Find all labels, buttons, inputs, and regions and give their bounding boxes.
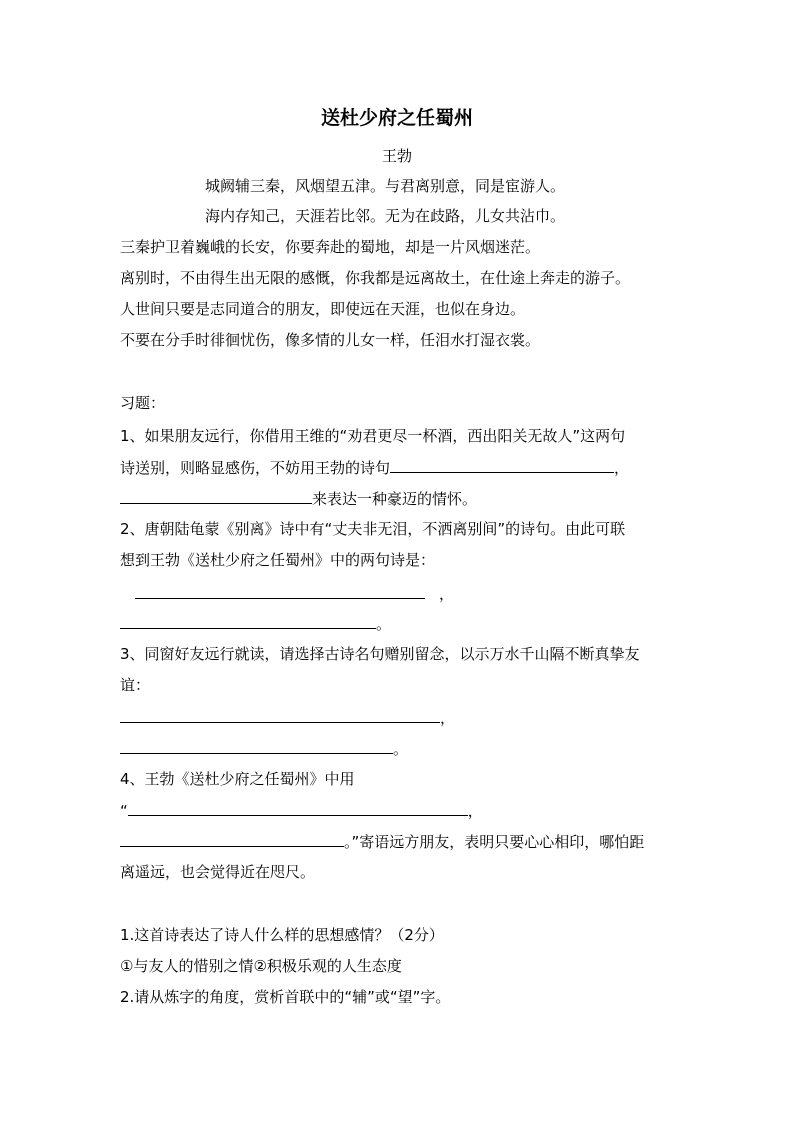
exercise-3-line-4 [120, 738, 408, 759]
poem-line-2: 海内存知己，天涯若比邻。无为在歧路，儿女共沾巾。 [205, 207, 566, 225]
answer-blank[interactable] [128, 800, 468, 816]
answer-1: ①与友人的惜别之情②积极乐观的人生态度 [120, 957, 402, 975]
translation-line-2: 离别时，不由得生出无限的感慨，你我都是远离故土，在仕途上奔走的游子。 [120, 269, 631, 287]
exercise-4-open-quote: “ [120, 802, 128, 820]
translation-line-3: 人世间只要是志同道合的朋友，即使远在天涯，也似在身边。 [120, 300, 526, 318]
exercise-4-line-2 [120, 800, 483, 821]
answer-blank[interactable] [135, 583, 425, 599]
exercise-1-text: 诗送别，则略显感伤，不妨用王勃的诗句 [120, 459, 391, 477]
answer-blank[interactable] [120, 613, 376, 629]
answer-blank[interactable] [120, 738, 393, 754]
exercise-1-line-2 [120, 457, 629, 478]
exercise-4-ending: 。”寄语远方朋友，表明只要心心相印，哪怕距 [344, 833, 645, 851]
exercise-2-line-1: 2、唐朝陆龟蒙《别离》诗中有“丈夫非无泪，不洒离别间”的诗句。由此可联 [120, 520, 626, 538]
exercise-2-line-3 [135, 583, 454, 604]
exercise-3-period: 。 [393, 740, 409, 758]
poem-author: 王勃 [381, 147, 412, 165]
exercise-1-line-3 [120, 488, 477, 509]
exercise-4-comma: ， [467, 802, 483, 820]
question-1: 1.这首诗表达了诗人什么样的思想感情？（2分） [120, 926, 444, 944]
exercise-2-comma: ， [439, 585, 455, 603]
answer-blank[interactable] [390, 457, 614, 473]
translation-line-1: 三秦护卫着巍峨的长安，你要奔赴的蜀地，却是一片风烟迷茫。 [120, 238, 541, 256]
translation-line-4: 不要在分手时徘徊忧伤，像多情的儿女一样，任泪水打湿衣裳。 [120, 331, 541, 349]
exercise-4-line-3 [120, 831, 644, 852]
exercise-1-ending: 来表达一种豪迈的情怀。 [312, 490, 478, 508]
exercise-2-line-2: 想到王勃《送杜少府之任蜀州》中的两句诗是： [120, 551, 436, 569]
exercise-1-line-1: 1、如果朋友远行，你借用王维的“劝君更尽一杯酒，西出阳关无故人”这两句 [120, 427, 626, 445]
exercise-3-comma: ， [440, 709, 456, 727]
question-2: 2.请从炼字的角度，赏析首联中的“辅”或“望”字。 [120, 988, 451, 1006]
answer-blank[interactable] [120, 831, 344, 847]
exercise-4-line-4: 离遥远，也会觉得近在咫尺。 [120, 863, 316, 881]
exercise-3-line-3 [120, 707, 455, 728]
exercise-3-line-2: 谊： [120, 676, 151, 694]
answer-blank[interactable] [120, 488, 312, 504]
exercise-1-comma: ， [614, 459, 630, 477]
exercise-3-line-1: 3、同窗好友远行就读，请选择古诗名句赠别留念，以示万水千山隔不断真挚友 [120, 645, 640, 663]
poem-line-1: 城阙辅三秦，风烟望五津。与君离别意，同是宦游人。 [205, 177, 566, 195]
exercises-heading: 习题： [120, 394, 166, 412]
exercise-4-line-1: 4、王勃《送杜少府之任蜀州》中用 [120, 770, 355, 788]
exercise-2-period: 。 [376, 615, 392, 633]
poem-title: 送杜少府之任蜀州 [320, 107, 473, 129]
answer-blank[interactable] [120, 707, 440, 723]
exercise-2-line-4 [120, 613, 391, 634]
